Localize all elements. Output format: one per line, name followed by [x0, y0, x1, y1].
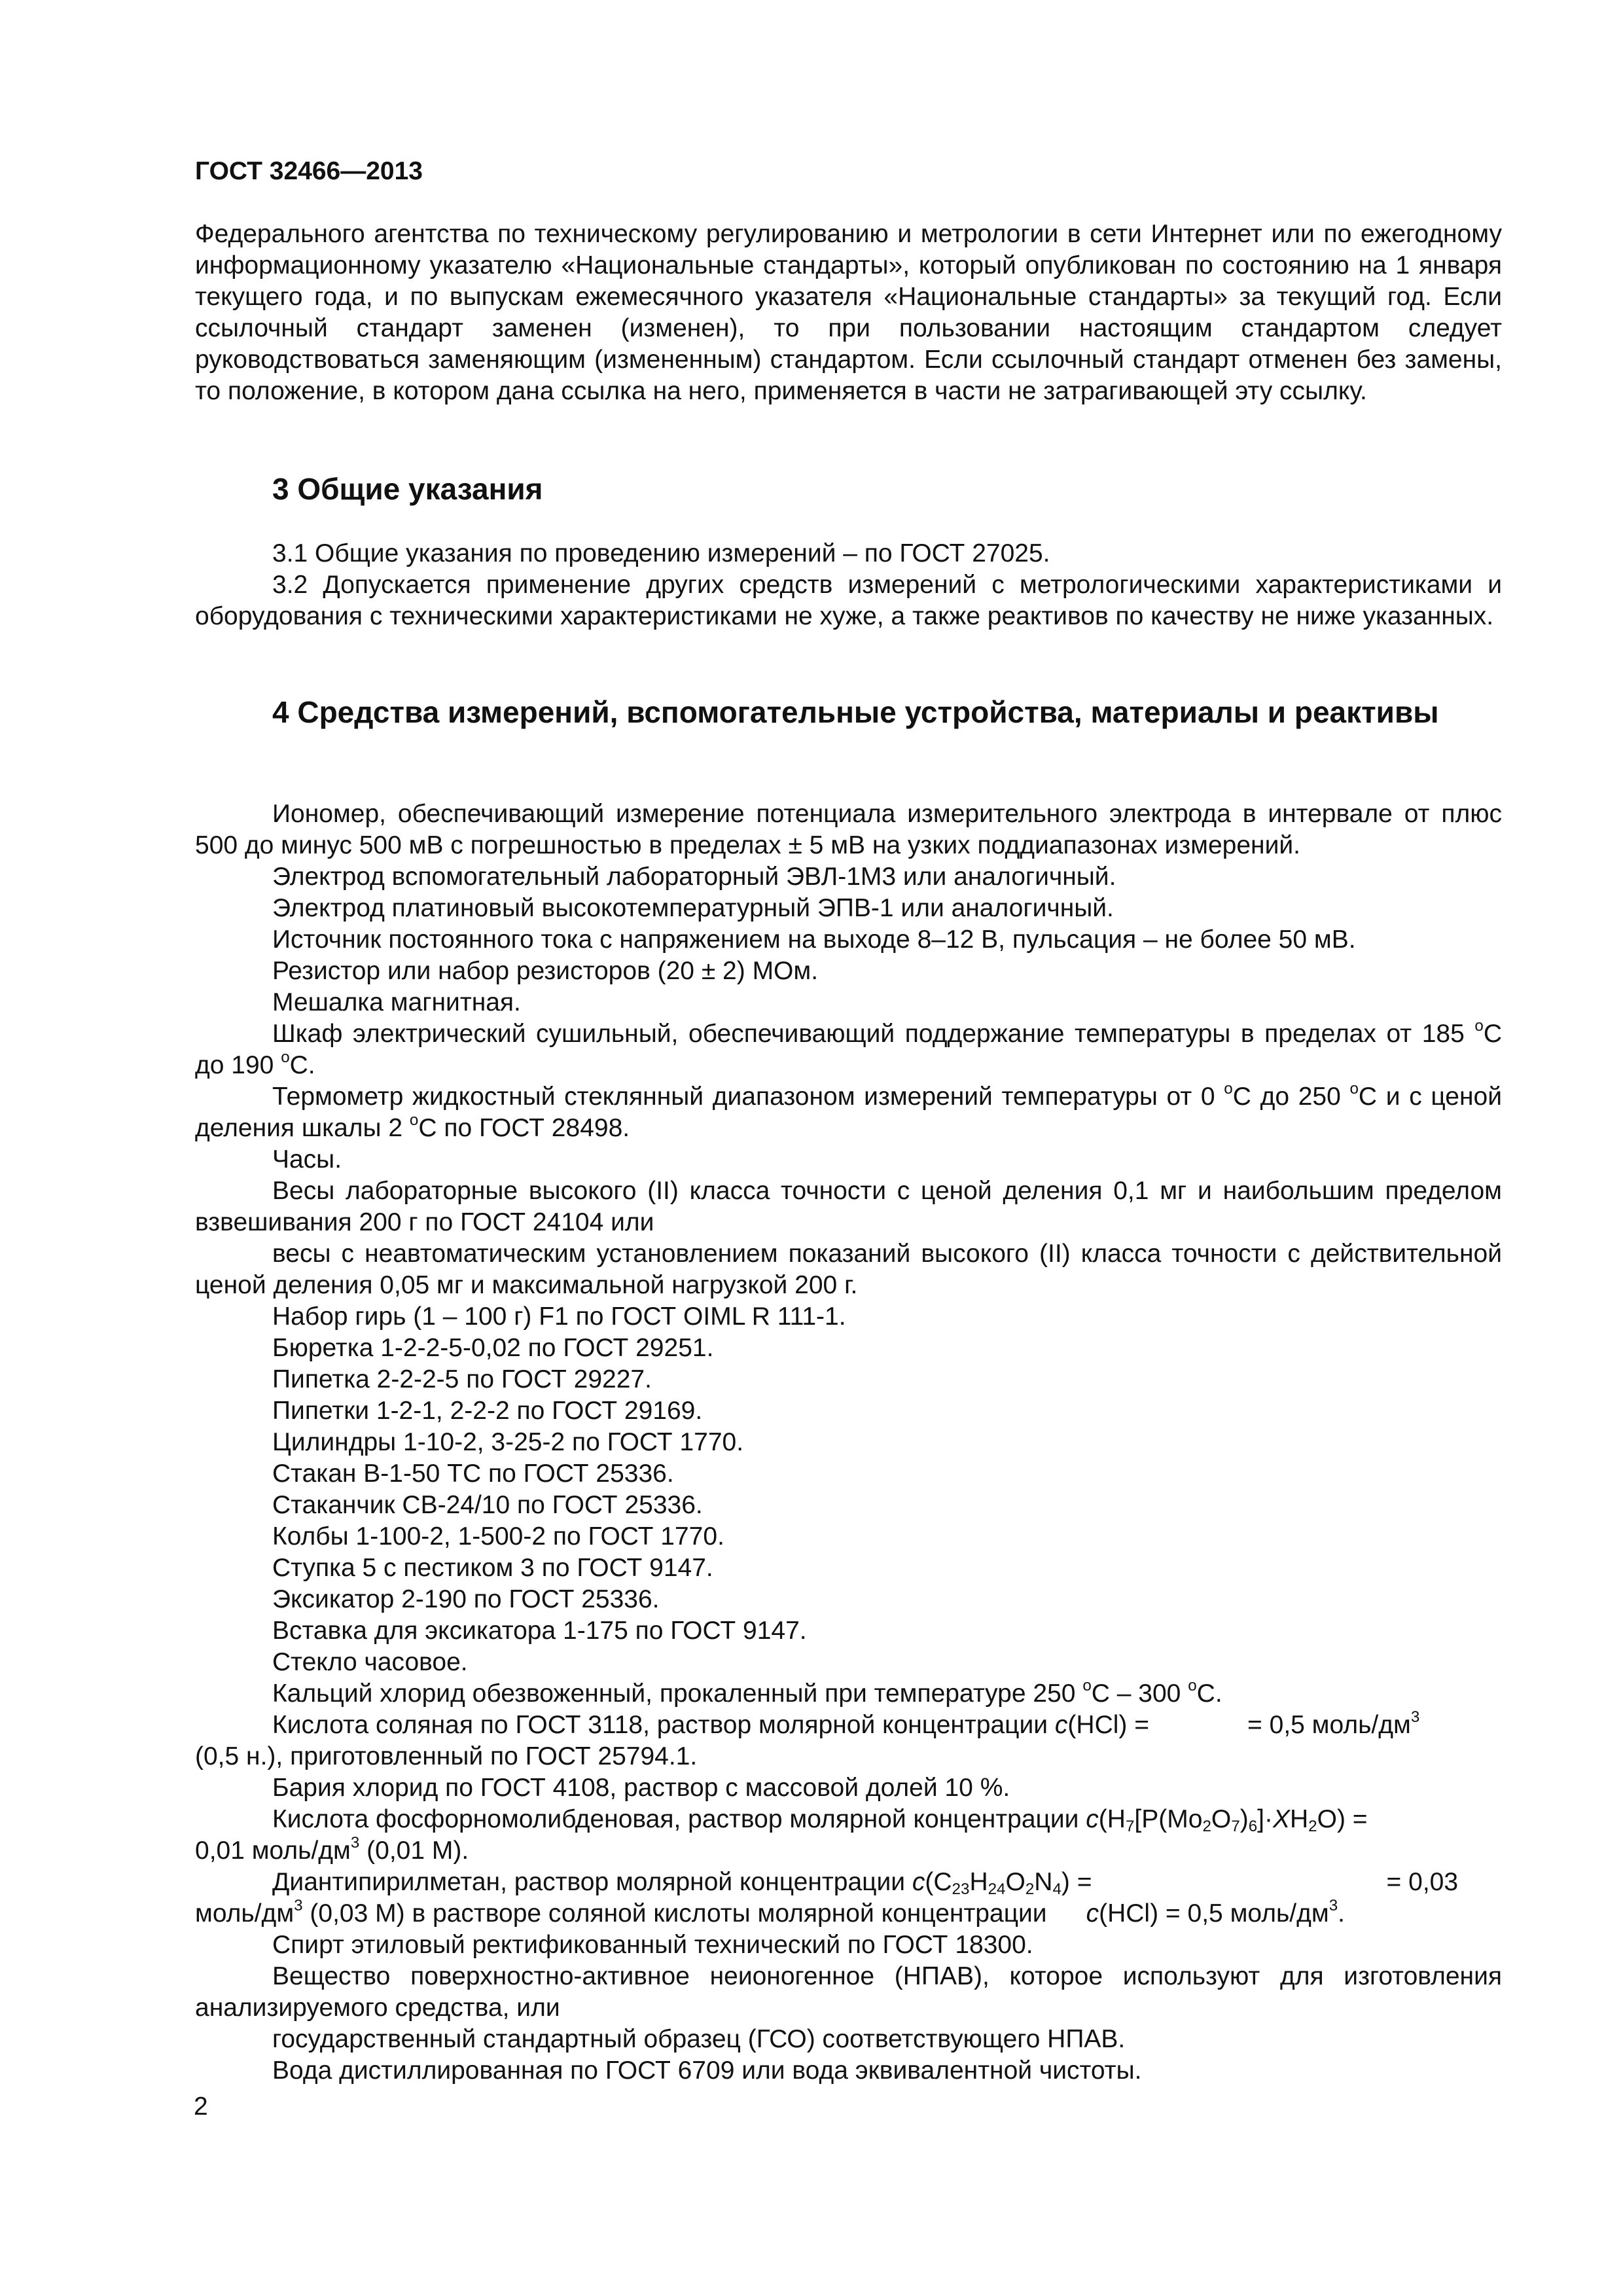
item-distilled-water: Вода дистиллированная по ГОСТ 6709 или вода эквивалентной чистоты. — [272, 2056, 1142, 2085]
section-4-body — [195, 798, 1502, 2087]
item-hydrochloric-acid: Кислота соляная по ГОСТ 3118, раствор молярной концентрации c(HCl) = = 0,5 моль/$дм^3$ — [272, 1708, 1420, 1739]
paragraph-3-2: 3.2 Допускается применение других средств измерений с метрологическими характеристиками и оборудования с техническими характеристиками не хуже, а также реактивов по качеству не ниже указанных. — [195, 571, 1502, 630]
intro-block — [195, 219, 1502, 407]
item-ethanol: Спирт этиловый ректификованный технический по ГОСТ 18300. — [272, 1931, 1033, 1959]
item-watch-glass: Стекло часовое. — [272, 1648, 468, 1676]
item-small-beaker: Стаканчик СВ-24/10 по ГОСТ 25336. — [272, 1491, 703, 1519]
item-scales-1: Весы лабораторные высокого (II) класса точности с ценой деления 0,1 мг и наибольшим пределом взвешивания 200 г по ГОСТ 24104 или — [195, 1177, 1502, 1236]
document-header: ГОСТ 32466—2013 — [195, 157, 423, 185]
item-phosphomolybdic-acid-cont: 0,01 моль/$дм^3$ (0,01 М). — [195, 1834, 469, 1865]
section-4-title: 4 Средства измерений, вспомогательные устройства, материалы и реактивы — [272, 695, 1439, 729]
item-surfactant-1: Вещество поверхностно-активное неионогенное (НПАВ), которое используют для изготовления анализируемого средства, или — [195, 1962, 1502, 2022]
item-desiccator: Эксикатор 2-190 по ГОСТ 25336. — [272, 1585, 660, 1613]
item-scales-2: весы с неавтоматическим установлением показаний высокого (II) класса точности с действительной ценой деления 0,05 мг и максимальной нагрузкой 200 г. — [195, 1240, 1502, 1299]
item-desiccator-insert: Вставка для эксикатора 1-175 по ГОСТ 9147. — [272, 1617, 807, 1645]
section-3-title: 3 Общие указания — [272, 472, 543, 506]
item-beaker: Стакан В-1-50 ТС по ГОСТ 25336. — [272, 1460, 674, 1488]
item-flasks: Колбы 1-100-2, 1-500-2 по ГОСТ 1770. — [272, 1522, 724, 1551]
item-pipettes: Пипетки 1-2-1, 2-2-2 по ГОСТ 29169. — [272, 1397, 703, 1425]
item-oven: Шкаф электрический сушильный, обеспечивающий поддержание температуры в пределах от 185 $^о$С до 190 $^о$С. — [195, 1017, 1502, 1079]
item-resistor: Резистор или набор резисторов (20 ± 2) МОм. — [272, 957, 819, 985]
section-3-body — [195, 538, 1502, 632]
item-diantipyrylmethane-cont: моль/$дм^3$ (0,03 М) в растворе соляной кислоты молярной концентрации c(HCl) = 0,5 моль/$дм^3$. — [195, 1897, 1345, 1928]
page-number: 2 — [194, 2092, 208, 2121]
item-pipette: Пипетка 2-2-2-5 по ГОСТ 29227. — [272, 1365, 652, 1393]
item-cylinders: Цилиндры 1-10-2, 3-25-2 по ГОСТ 1770. — [272, 1428, 744, 1456]
paragraph-3-1: 3.1 Общие указания по проведению измерений – по ГОСТ 27025. — [272, 539, 1050, 567]
item-clock: Часы. — [272, 1145, 342, 1174]
item-mortar: Ступка 5 с пестиком 3 по ГОСТ 9147. — [272, 1554, 713, 1582]
item-ionomer: Иономер, обеспечивающий измерение потенциала измерительного электрода в интервале от плюс 500 до минус 500 мВ с погрешностью в пределах ± 5 мВ на узких поддиапазонах измерений. — [195, 800, 1502, 859]
item-calcium-chloride: Кальций хлорид обезвоженный, прокаленный при температуре 250 $^о$С – 300 $^о$С. — [272, 1677, 1222, 1708]
item-electrode-aux: Электрод вспомогательный лабораторный ЭВЛ-1М3 или аналогичный. — [272, 863, 1116, 891]
item-diantipyrylmethane: Диантипирилметан, раствор молярной концентрации $c(C_{23}H_{24}O_2N_4)$ = = 0,03 — [272, 1868, 1459, 1899]
item-burette: Бюретка 1-2-2-5-0,02 по ГОСТ 29251. — [272, 1334, 714, 1362]
item-weights: Набор гирь (1 – 100 г) F1 по ГОСТ OIML R 111-1. — [272, 1302, 846, 1331]
item-surfactant-2: государственный стандартный образец (ГСО) соответствующего НПАВ. — [272, 2025, 1126, 2053]
item-barium-chloride: Бария хлорид по ГОСТ 4108, раствор с массовой долей 10 %. — [272, 1774, 1010, 1802]
item-hydrochloric-acid-cont: (0,5 н.), приготовленный по ГОСТ 25794.1. — [195, 1742, 698, 1770]
item-dc-source: Источник постоянного тока с напряжением на выходе 8–12 В, пульсация – не более 50 мВ. — [272, 925, 1356, 954]
item-phosphomolybdic-acid: Кислота фосфорномолибденовая, раствор молярной концентрации $c(H_7[P(Mo_2O_7)_6]\cdot XH_2O)$ = — [272, 1805, 1368, 1836]
intro-paragraph: Федерального агентства по техническому регулированию и метрологии в сети Интернет или по ежегодному информационному указателю «Национальные стандарты», который опубликован по состоянию на 1 января текущего года, и по выпускам ежемесячного указателя «Национальные стандарты» за текущий год. Если ссылочный стандарт заменен (изменен), то при пользовании настоящим стандартом следует руководствоваться заменяющим (измененным) стандартом. Если ссылочный стандарт отменен без замены, то положение, в котором дана ссылка на него, применяется в части не затрагивающей эту ссылку. — [195, 220, 1502, 405]
item-electrode-pt: Электрод платиновый высокотемпературный ЭПВ-1 или аналогичный. — [272, 894, 1114, 922]
item-thermometer: Термометр жидкостный стеклянный диапазоном измерений температуры от 0 $^о$С до 250 $^о$С и с ценой деления шкалы 2 $^о$С по ГОСТ 28498. — [195, 1080, 1502, 1142]
item-stirrer: Мешалка магнитная. — [272, 988, 521, 1016]
